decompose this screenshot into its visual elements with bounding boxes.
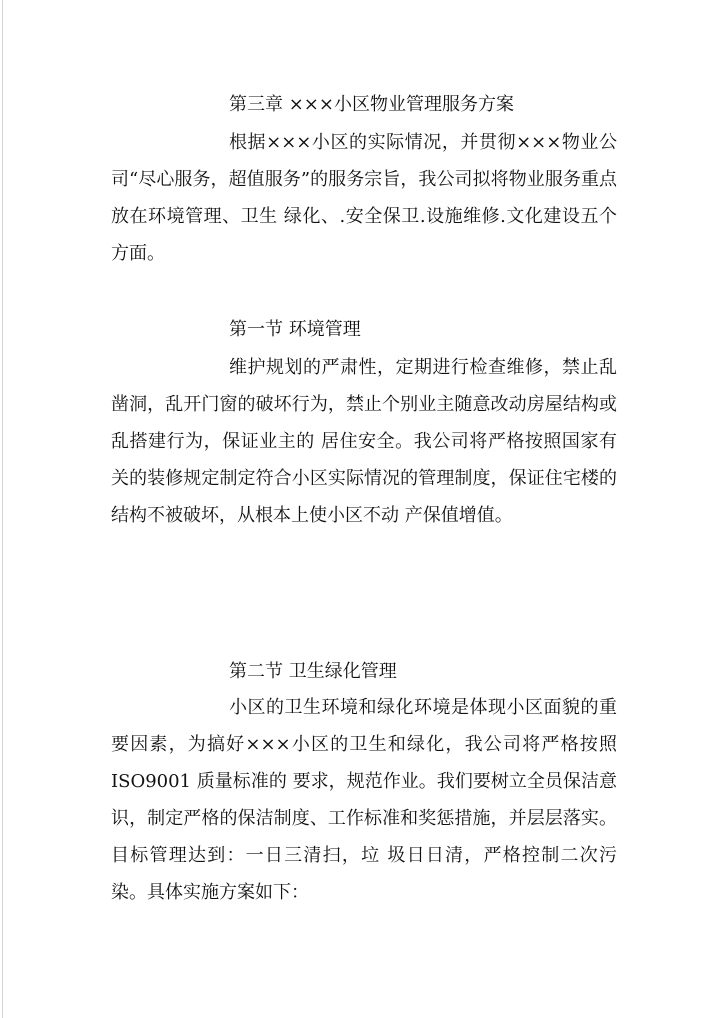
section-heading-sanitation: 第二节 卫生绿化管理	[229, 661, 397, 682]
section-heading-environment: 第一节 环境管理	[229, 319, 361, 340]
page-edge	[2, 0, 3, 1018]
intro-paragraph: 根据×××小区的实际情况，并贯彻×××物业公司“尽心服务，超值服务”的服务宗旨，我公司拟将物业服务重点放在环境管理、卫生 绿化、.安全保卫.设施维修.文化建设五个方面。	[111, 132, 617, 264]
section-paragraph-environment: 维护规划的严肃性，定期进行检查维修，禁止乱凿洞，乱开门窗的破坏行为，禁止个别业主随意改动房屋结构或乱搭建行为，保证业主的 居住安全。我公司将严格按照国家有关的装修规定制定符合小区实际情况的管理制度，保证住宅楼的结构不被破坏，从根本上使小区不动 产保值增值。	[111, 357, 617, 526]
chapter-title: 第三章 ×××小区物业管理服务方案	[229, 94, 514, 115]
section-paragraph-sanitation: 小区的卫生环境和绿化环境是体现小区面貌的重要因素，为搞好×××小区的卫生和绿化，我公司将严格按照 ISO9001 质量标准的 要求，规范作业。我们要树立全员保洁意识，制定严格的保洁制度、工作标准和奖惩措施，并层层落实。目标管理达到：一日三清扫，垃 圾日日清，严格控制二次污染。具体实施方案如下：	[111, 697, 617, 903]
